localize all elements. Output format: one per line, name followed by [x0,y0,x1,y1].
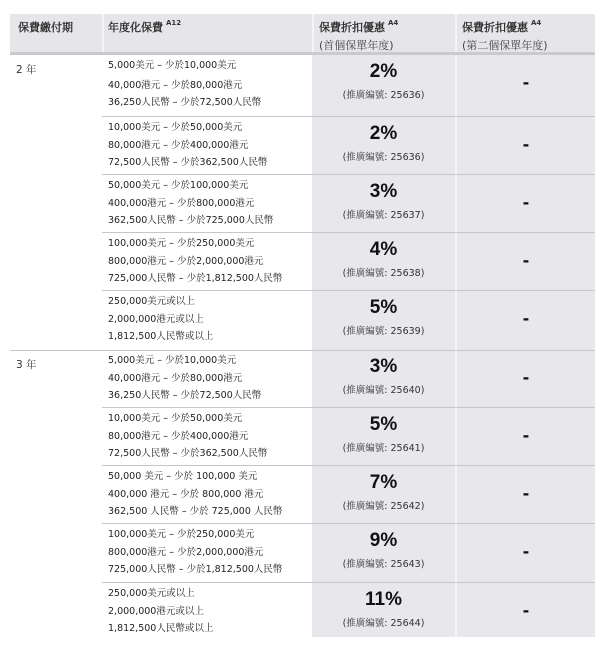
second-year-discount: - [522,426,530,445]
second-year-discount: - [522,601,530,620]
payment-term: 2 年 [16,64,37,76]
table-row [102,582,595,638]
first-year-discount [312,589,455,629]
premium-range-line: 72,500人民幣 – 少於362,500人民幣 [108,448,268,459]
footnote-ref: A12 [166,19,182,27]
first-year-discount [312,123,455,163]
discount-percent: 9% [369,530,398,551]
first-year-discount [312,297,455,337]
premium-range-line: 50,000美元 – 少於100,000美元 [108,180,249,191]
premium-range-line: 50,000 美元 – 少於 100,000 美元 [108,471,258,482]
premium-range-line: 800,000港元 – 少於2,000,000港元 [108,546,264,558]
second-year-discount: - [522,542,530,561]
first-year-discount [312,414,455,454]
payment-term: 3 年 [16,359,37,371]
table-row [102,174,595,233]
premium-range-line: 36,250人民幣 – 少於72,500人民幣 [108,390,262,401]
discount-percent: 3% [369,181,398,202]
discount-percent: 7% [369,472,398,493]
premium-range-line: 725,000人民幣 – 少於1,812,500人民幣 [108,564,283,575]
premium-range-line: 40,000港元 – 少於80,000港元 [108,79,243,91]
second-year-discount: - [522,135,530,154]
premium-range-line: 2,000,000港元或以上 [108,313,204,325]
premium-range-line: 800,000港元 – 少於2,000,000港元 [108,255,264,267]
premium-range [108,352,261,405]
table-header [10,14,595,55]
promo-code: (推廣編號: 25640) [342,385,425,396]
header-second-year-discount-label: 保費折扣優惠 [462,21,528,34]
second-year-discount: - [522,73,530,92]
premium-range [108,468,282,521]
premium-range-line: 250,000美元或以上 [108,588,195,599]
header-annualized-premium-label: 年度化保費 [108,21,163,34]
header-payment-term [18,14,102,52]
premium-range-line: 36,250人民幣 – 少於72,500人民幣 [108,97,262,108]
premium-range-line: 80,000港元 – 少於400,000港元 [108,139,249,151]
premium-range-line: 362,500 人民幣 – 少於 725,000 人民幣 [108,506,283,517]
second-year-discount: - [522,309,530,328]
header-payment-term-label: 保費繳付期 [18,21,73,34]
promo-code: (推廣編號: 25636) [342,90,425,101]
premium-range-line: 2,000,000港元或以上 [108,605,204,617]
premium-range [108,293,213,346]
discount-percent: 5% [369,297,398,318]
premium-range-line: 5,000美元 – 少於10,000美元 [108,355,237,366]
premium-range-line: 250,000美元或以上 [108,296,195,307]
discount-percent: 11% [365,589,402,610]
premium-range [108,526,282,579]
table-row [102,523,595,583]
promo-code: (推廣編號: 25642) [342,501,425,512]
header-second-year-discount [462,14,592,52]
second-year-discount: - [522,193,530,212]
table-row [102,290,595,351]
premium-range-line: 400,000 港元 – 少於 800,000 港元 [108,488,264,500]
first-year-discount [312,472,455,512]
header-second-year-sublabel: (第二個保單年度) [462,39,548,52]
premium-range [108,235,282,288]
first-year-discount [312,530,455,570]
column-divider [312,14,314,52]
header-first-year-discount-label: 保費折扣優惠 [319,21,385,34]
column-divider [455,14,457,52]
premium-range-line: 725,000人民幣 – 少於1,812,500人民幣 [108,273,283,284]
first-year-discount [312,181,455,221]
promo-code: (推廣編號: 25639) [342,326,425,337]
promo-code: (推廣編號: 25636) [342,152,425,163]
discount-percent: 3% [369,356,398,377]
promo-code: (推廣編號: 25637) [342,210,425,221]
premium-discount-table [10,14,595,637]
premium-range-line: 5,000美元 – 少於10,000美元 [108,60,237,71]
promo-code: (推廣編號: 25643) [342,559,425,570]
premium-range-line: 10,000美元 – 少於50,000美元 [108,413,243,424]
second-year-discount: - [522,251,530,270]
table-row [102,55,595,116]
premium-range-line: 362,500人民幣 – 少於725,000人民幣 [108,215,274,226]
first-year-discount [312,356,455,396]
header-annualized-premium [108,14,308,52]
header-first-year-discount [319,14,459,52]
premium-range [108,585,213,638]
promo-code: (推廣編號: 25644) [342,618,425,629]
promo-code: (推廣編號: 25638) [342,268,425,279]
table-row [102,350,595,407]
premium-range-line: 72,500人民幣 – 少於362,500人民幣 [108,157,268,168]
first-year-discount [312,61,455,101]
premium-range [108,177,273,230]
discount-percent: 2% [369,123,398,144]
table-row [102,407,595,466]
footnote-ref: A4 [531,19,542,27]
premium-range-line: 80,000港元 – 少於400,000港元 [108,430,249,442]
discount-percent: 2% [369,61,398,82]
premium-range-line: 100,000美元 – 少於250,000美元 [108,529,255,540]
premium-range [108,119,267,172]
discount-percent: 5% [369,414,398,435]
premium-range-line: 100,000美元 – 少於250,000美元 [108,238,255,249]
first-year-discount [312,239,455,279]
table-row [102,465,595,524]
second-year-discount: - [522,484,530,503]
table-row [102,232,595,291]
premium-range-line: 400,000港元 – 少於800,000港元 [108,197,255,209]
second-year-discount: - [522,368,530,387]
promo-code: (推廣編號: 25641) [342,443,425,454]
premium-range-line: 1,812,500人民幣或以上 [108,623,214,634]
premium-range-line: 40,000港元 – 少於80,000港元 [108,372,243,384]
footnote-ref: A4 [388,19,399,27]
premium-range [108,57,261,112]
premium-range-line: 1,812,500人民幣或以上 [108,331,214,342]
discount-percent: 4% [369,239,398,260]
table-row [102,116,595,175]
premium-range [108,410,267,463]
premium-range-line: 10,000美元 – 少於50,000美元 [108,122,243,133]
column-divider [102,14,104,52]
table-body [10,55,595,637]
header-first-year-sublabel: (首個保單年度) [319,39,394,52]
